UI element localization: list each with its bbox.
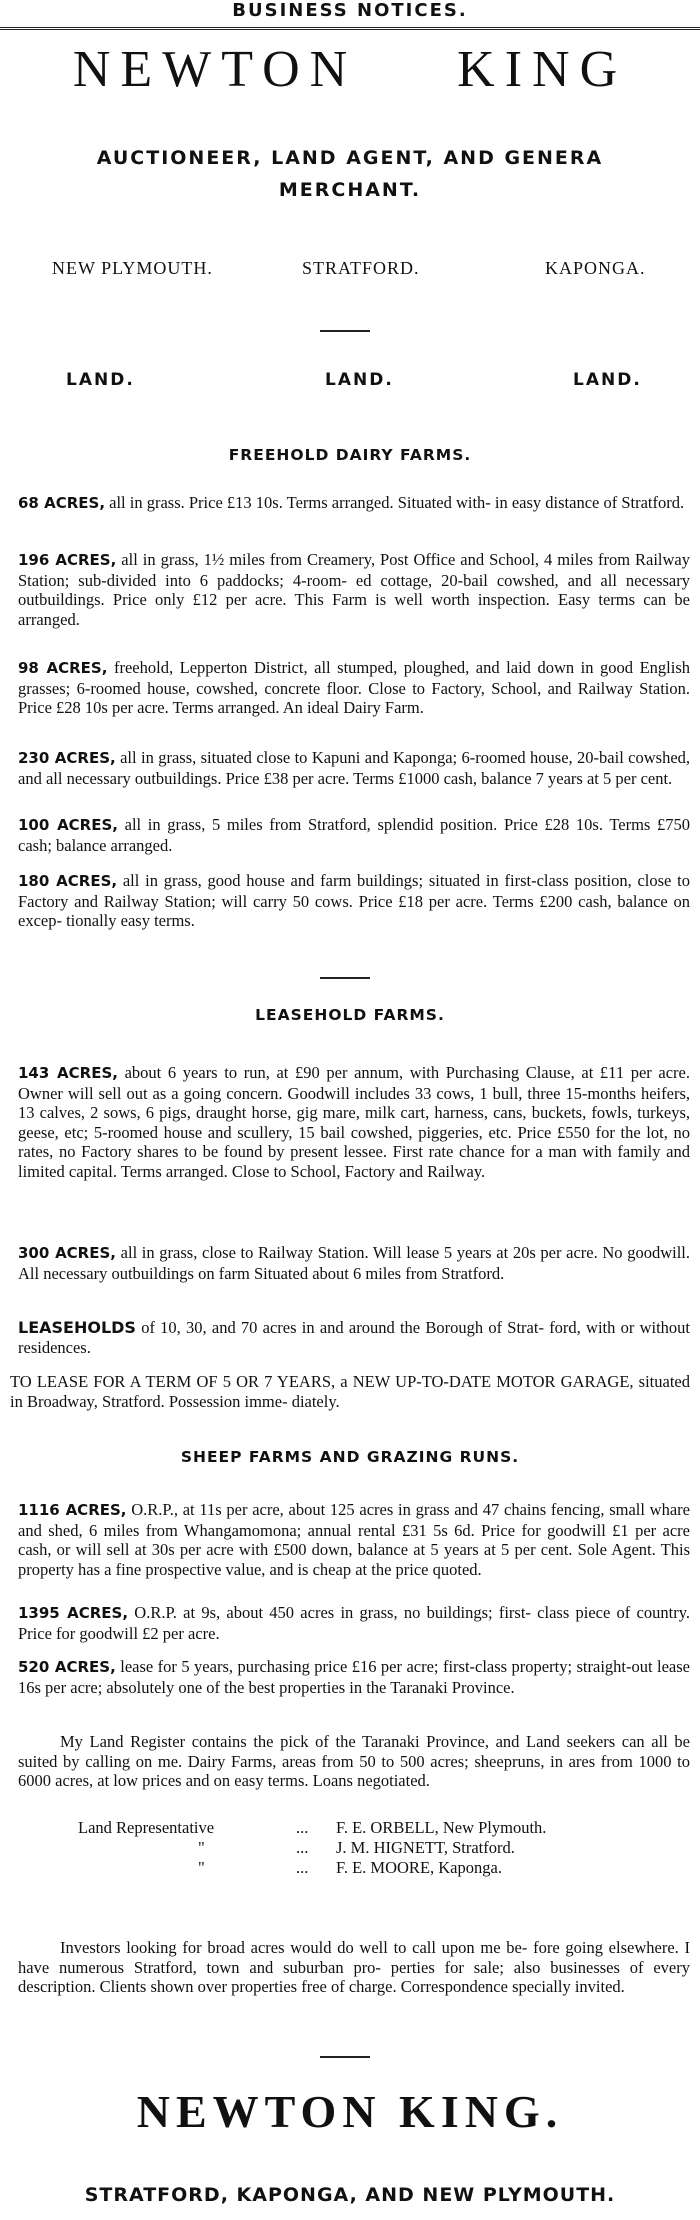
representative-name: J. M. HIGNETT, Stratford. bbox=[336, 1838, 515, 1857]
listing-acres: 68 ACRES, bbox=[18, 494, 106, 512]
land-label-2: LAND. bbox=[325, 370, 394, 390]
listing-entry bbox=[18, 1603, 690, 1643]
representative-name: F. E. MOORE, Kaponga. bbox=[336, 1858, 502, 1877]
land-register-notice: My Land Register contains the pick of the Taranaki Province, and Land seekers can all be suited by calling on me. Dairy Farms, areas from 50 to 500 acres; sheepruns, in ares from 1000 to 6000 acres, at low prices and on easy terms. Loans negotiated. bbox=[18, 1732, 690, 1790]
land-label-3: LAND. bbox=[573, 370, 642, 390]
listing-acres: 196 ACRES, bbox=[18, 551, 117, 569]
advertiser-name-first: NEWTON bbox=[72, 41, 358, 98]
listing-acres: 143 ACRES, bbox=[18, 1064, 118, 1082]
listing-acres: 300 ACRES, bbox=[18, 1244, 116, 1262]
town-stratford: STRATFORD. bbox=[302, 258, 420, 278]
listing-text: all in grass. Price £13 10s. Terms arranged. Situated with- in easy distance of Stratford. bbox=[109, 493, 685, 512]
listing-text: about 6 years to run, at £90 per annum, with Purchasing Clause, at £11 per acre. Owner will sell out as a going concern. Goodwill includes 33 cows, 1 bull, three 15-months heifers, 13 calves, 2 sows, 6 pigs, draught horse, gig mare, milk cart, harness, cans, buckets, fowls, turkeys, geese, etc; 5-roomed house and scullery, 15 bail cowshed, piggeries, etc. Price £550 for the lot, no rates, no Factory shares to be found by present lessee. First rate chance for a man with family and limited capital. Terms arranged. Close to School, Factory and Railway. bbox=[18, 1063, 691, 1181]
listing-entry bbox=[18, 658, 690, 718]
listing-text: all in grass, 5 miles from Stratford, splendid position. Price £28 10s. Terms £750 cash; balance arranged. bbox=[18, 815, 690, 855]
subtitle-line-2: MERCHANT. bbox=[278, 179, 422, 201]
listing-acres: 230 ACRES, bbox=[18, 749, 116, 767]
divider-rule bbox=[320, 977, 370, 979]
leasehold-heading: LEASEHOLD FARMS. bbox=[255, 1006, 445, 1024]
subtitle-line-1: AUCTIONEER, LAND AGENT, AND GENERA bbox=[96, 147, 604, 169]
listing-text: O.R.P. at 9s, about 450 acres in grass, no buildings; first- class piece of country. Price for goodwill £2 per acre. bbox=[18, 1603, 691, 1643]
listing-entry bbox=[18, 1657, 690, 1697]
town-new-plymouth: NEW PLYMOUTH. bbox=[52, 258, 213, 278]
garage-notice: TO LEASE FOR A TERM OF 5 OR 7 YEARS, a NEW UP-TO-DATE MOTOR GARAGE, situated in Broadway, Stratford. Possession imme- diately. bbox=[10, 1372, 690, 1411]
header-rule bbox=[0, 27, 700, 30]
listing-text: all in grass, 1½ miles from Creamery, Post Office and School, 4 miles from Railway Station; sub-divided into 6 paddocks; 4-room- ed cottage, 20-bail cowshed, and all necessary outbuildings. Price only £12 per acre. This Farm is well worth inspection. Easy terms can be arranged. bbox=[18, 550, 691, 629]
representative-role: " bbox=[198, 1838, 205, 1857]
listing-entry bbox=[18, 550, 690, 629]
representative-row bbox=[78, 1858, 678, 1878]
leaseholds-entry bbox=[18, 1318, 690, 1357]
divider-rule bbox=[320, 330, 370, 332]
listing-entry bbox=[18, 1243, 690, 1283]
representative-row bbox=[78, 1818, 678, 1838]
representative-role: " bbox=[198, 1858, 205, 1877]
representative-name: F. E. ORBELL, New Plymouth. bbox=[336, 1818, 547, 1837]
section-header: BUSINESS NOTICES. bbox=[232, 0, 468, 21]
listing-entry bbox=[18, 871, 690, 931]
footer-advertiser-name: NEWTON KING. bbox=[136, 2086, 564, 2137]
advertiser-name-last: KING bbox=[457, 41, 628, 98]
land-label-1: LAND. bbox=[66, 370, 135, 390]
listing-entry bbox=[18, 1500, 690, 1579]
listing-text: all in grass, close to Railway Station. Will lease 5 years at 20s per acre. No goodwill. All necessary outbuildings on farm Situated about 6 miles from Stratford. bbox=[18, 1243, 690, 1283]
investors-notice: Investors looking for broad acres would do well to call upon me be- fore going elsewhere. I have numerous Stratford, town and suburban pro- perties for sale; also businesses of every description. Clients shown over properties free of charge. Correspondence specially invited. bbox=[18, 1938, 690, 1996]
listing-acres: 1116 ACRES, bbox=[18, 1501, 127, 1519]
leaseholds-text: of 10, 30, and 70 acres in and around the Borough of Strat- ford, with or without residences. bbox=[18, 1318, 690, 1357]
listing-entry bbox=[18, 815, 690, 855]
listing-entry bbox=[18, 493, 690, 514]
advertiser-subtitle bbox=[0, 142, 700, 206]
listing-entry bbox=[18, 1063, 690, 1181]
leaseholds-label: LEASEHOLDS bbox=[18, 1318, 136, 1337]
listing-text: all in grass, good house and farm buildings; situated in first-class position, close to Factory and Railway Station; will carry 50 cows. Price £18 per acre. Terms £200 cash, balance on excep- tionally easy terms. bbox=[18, 871, 690, 930]
listing-acres: 520 ACRES, bbox=[18, 1658, 116, 1676]
representative-dots: ... bbox=[296, 1838, 309, 1857]
divider-rule bbox=[320, 2056, 370, 2058]
representative-dots: ... bbox=[296, 1858, 309, 1877]
listing-acres: 98 ACRES, bbox=[18, 659, 108, 677]
listing-acres: 100 ACRES, bbox=[18, 816, 118, 834]
listing-entry bbox=[18, 748, 690, 788]
representative-dots: ... bbox=[296, 1818, 309, 1837]
listing-text: lease for 5 years, purchasing price £16 per acre; first-class property; straight-out lease 16s per acre; absolutely one of the best properties in the Taranaki Province. bbox=[18, 1657, 690, 1697]
representative-row bbox=[78, 1838, 678, 1858]
listing-text: O.R.P., at 11s per acre, about 125 acres in grass and 47 chains fencing, small whare and shed, 6 miles from Whangamomona; annual rental £31 5s 6d. Price for goodwill £1 per acre cash, or will sell at 30s per acre with £500 down, balance at 5 years at 5 per cent. Sole Agent. This property has a fine prospective value, and is cheap at the price quoted. bbox=[18, 1500, 690, 1579]
listing-text: freehold, Lepperton District, all stumped, ploughed, and laid down in good English grasses; 6-roomed house, cowshed, concrete floor. Close to Factory, School, and Railway Station. Price £28 10s per acre. Terms arranged. An ideal Dairy Farm. bbox=[18, 658, 690, 717]
sheep-heading: SHEEP FARMS AND GRAZING RUNS. bbox=[180, 1448, 520, 1466]
footer-towns: STRATFORD, KAPONGA, AND NEW PLYMOUTH. bbox=[84, 2184, 616, 2206]
freehold-heading: FREEHOLD DAIRY FARMS. bbox=[228, 446, 472, 464]
representatives-list bbox=[78, 1818, 678, 1878]
town-kaponga: KAPONGA. bbox=[545, 258, 646, 278]
listing-acres: 180 ACRES, bbox=[18, 872, 118, 890]
listing-acres: 1395 ACRES, bbox=[18, 1604, 129, 1622]
representative-role: Land Representative bbox=[78, 1818, 215, 1837]
advertiser-name bbox=[0, 40, 700, 99]
listing-text: all in grass, situated close to Kapuni and Kaponga; 6-roomed house, 20-bail cowshed, and all necessary outbuildings. Price £38 per acre. Terms £1000 cash, balance 7 years at 5 per cent. bbox=[18, 748, 691, 788]
